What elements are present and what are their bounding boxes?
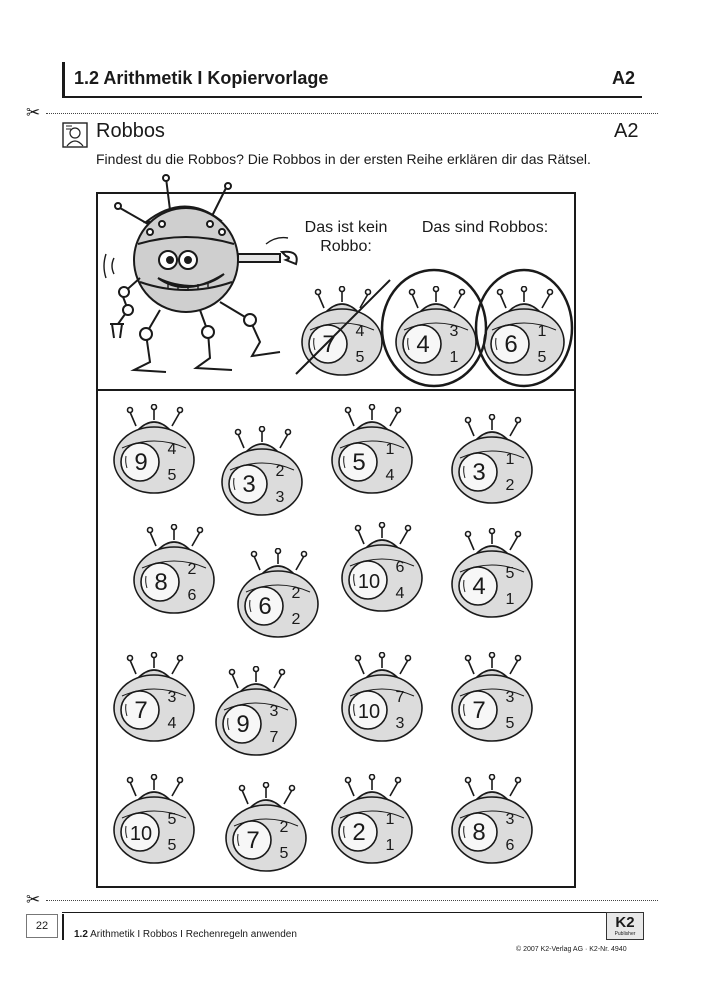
robbo-bottom-number: 4 (385, 467, 395, 484)
footer-description: Arithmetik I Robbos I Rechenregeln anwenden (87, 929, 297, 940)
robbo-top-number: 4 (355, 323, 365, 340)
robbo-main-number: 6 (504, 331, 518, 358)
puzzle-robbo (326, 774, 416, 866)
robbo-top-number: 3 (269, 703, 279, 720)
robbo-main-number: 7 (134, 697, 148, 724)
robbo-top-number: 1 (385, 811, 395, 828)
robbo-highlight-circle (476, 270, 572, 386)
robbo-bottom-number: 4 (167, 715, 177, 732)
robbo-top-number: 1 (505, 451, 515, 468)
robbo-main-number: 10 (357, 571, 381, 593)
robbo-highlight-circle (382, 270, 486, 386)
robbo-bottom-number: 1 (505, 591, 515, 608)
puzzle-robbo (216, 426, 306, 518)
robbo-bottom-number: 5 (167, 837, 177, 854)
robbo-bottom-number: 2 (291, 611, 301, 628)
puzzle-robbo (232, 548, 322, 640)
robbo-bottom-number: 5 (279, 845, 289, 862)
robbo-top-number: 2 (279, 819, 289, 836)
robbo-top-number: 3 (505, 811, 515, 828)
robbo-top-number: 1 (537, 323, 547, 340)
robbo-main-number: 3 (472, 459, 486, 486)
footer-chapter: 1.2 (74, 929, 88, 940)
robbo-top-number: 5 (167, 811, 177, 828)
scissors-icon: ✂ (26, 103, 41, 122)
puzzle-robbo (108, 774, 198, 866)
robbo-bottom-number: 3 (275, 489, 285, 506)
puzzle-robbo (108, 652, 198, 744)
robbo-main-number: 7 (246, 827, 260, 854)
label-not-robbo: Das ist kein Robbo: (304, 219, 388, 255)
robbo-main-number: 10 (129, 823, 153, 845)
robbo-bottom-number: 1 (385, 837, 395, 854)
robbo-top-number: 6 (395, 559, 405, 576)
robbo-top-number: 2 (187, 561, 197, 578)
publisher-logo (606, 912, 644, 940)
strike-line (296, 280, 390, 374)
robbo-bottom-number: 6 (187, 587, 197, 604)
puzzle-robbo (336, 522, 426, 614)
robbo-top-number: 2 (291, 585, 301, 602)
robbo-main-number: 3 (242, 471, 256, 498)
page-number: 22 (26, 914, 58, 938)
robbo-bottom-number: 5 (537, 349, 547, 366)
robbo-bottom-number: 5 (355, 349, 365, 366)
puzzle-robbo (446, 414, 536, 506)
footer-rule (62, 912, 642, 913)
robbo-top-number: 3 (167, 689, 177, 706)
robbo-main-number: 4 (472, 573, 486, 600)
robbo-main-number: 7 (472, 697, 486, 724)
worksheet-title: Robbos (96, 120, 165, 142)
robbo-bottom-number: 4 (395, 585, 405, 602)
puzzle-robbo (336, 652, 426, 744)
robbo-top-number: 4 (167, 441, 177, 458)
puzzle-robbo (220, 782, 310, 874)
robbo-top-number: 7 (395, 689, 405, 706)
robbo-main-number: 2 (352, 819, 366, 846)
robbo-main-number: 6 (258, 593, 272, 620)
puzzle-robbo (326, 404, 416, 496)
robbo-bottom-number: 2 (505, 477, 515, 494)
robbo-bottom-number: 1 (449, 349, 459, 366)
cut-line-bottom (46, 900, 658, 901)
puzzle-robbo (108, 404, 198, 496)
puzzle-robbo (446, 774, 536, 866)
puzzle-robbo (446, 528, 536, 620)
scissors-icon-bottom: ✂ (26, 890, 41, 909)
robbo-bottom-number: 5 (167, 467, 177, 484)
puzzle-robbo (446, 652, 536, 744)
robbo-main-number: 8 (154, 569, 168, 596)
header-code: A2 (612, 68, 636, 88)
logo-subtext: Publisher (614, 931, 636, 937)
footer-bar (62, 914, 64, 940)
robbo-main-number: 10 (357, 701, 381, 723)
robbo-top-number: 5 (505, 565, 515, 582)
robbo-main-number: 5 (352, 449, 366, 476)
robbo-main-number: 8 (472, 819, 486, 846)
robbo-bottom-number: 3 (395, 715, 405, 732)
robbo-main-number: 9 (134, 449, 148, 476)
robbo-top-number: 3 (505, 689, 515, 706)
robbo-bottom-number: 6 (505, 837, 515, 854)
robbo-top-number: 1 (385, 441, 395, 458)
header-title: 1.2 Arithmetik I Kopiervorlage (74, 68, 329, 88)
worksheet-code: A2 (614, 120, 639, 142)
robbo-top-number: 3 (449, 323, 459, 340)
robbo-bottom-number: 7 (269, 729, 279, 746)
copyright-text: © 2007 K2-Verlag AG · K2-Nr. 4940 (516, 946, 627, 953)
robbo-main-number: 4 (416, 331, 430, 358)
robbo-main-number: 7 (322, 331, 336, 358)
puzzle-robbo (128, 524, 218, 616)
robbo-top-number: 2 (275, 463, 285, 480)
logo-text: K2 (615, 914, 635, 931)
puzzle-robbo (210, 666, 300, 758)
robbo-main-number: 9 (236, 711, 250, 738)
label-are-robbos: Das sind Robbos: (421, 219, 549, 236)
footer-text (74, 929, 297, 940)
robbo-bottom-number: 5 (505, 715, 515, 732)
instruction-text: Findest du die Robbos? Die Robbos in der ersten Reihe erklären dir das Rätsel. (96, 151, 591, 167)
